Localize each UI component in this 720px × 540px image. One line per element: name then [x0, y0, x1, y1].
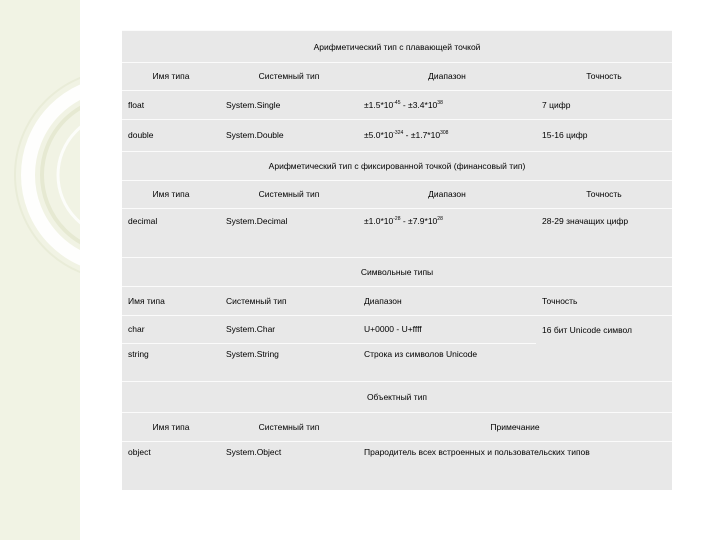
- header-precision: Точность: [536, 180, 672, 208]
- range-cell: $\pm 5.0*10^{-324} - \pm 1.7*10^{308}$: [358, 119, 536, 151]
- range-cell: Строка из символов Unicode: [358, 343, 536, 381]
- header-range: Диапазон: [358, 180, 536, 208]
- header-system-type: Системный тип: [220, 287, 358, 316]
- table-row: [122, 315, 672, 343]
- header-type-name: Имя типа: [122, 287, 220, 316]
- header-system-type: Системный тип: [220, 412, 358, 441]
- header-range: Диапазон: [358, 287, 536, 316]
- type-name-cell: float: [122, 90, 220, 119]
- system-type-cell: System.Single: [220, 90, 358, 119]
- range-cell: U+0000 - U+ffff: [358, 315, 536, 343]
- section-title-float: Арифметический тип с плавающей точкой: [122, 31, 672, 63]
- system-type-cell: System.Char: [220, 315, 358, 343]
- note-cell: Прародитель всех встроенных и пользовательских типов: [358, 441, 672, 490]
- precision-cell: 15-16 цифр: [536, 119, 672, 151]
- system-type-cell: System.Decimal: [220, 208, 358, 258]
- header-type-name: Имя типа: [122, 412, 220, 441]
- precision-cell: 28-29 значащих цифр: [536, 208, 672, 258]
- section-title-char: Символьные типы: [122, 258, 672, 287]
- type-name-cell: decimal: [122, 208, 220, 258]
- header-system-type: Системный тип: [220, 63, 358, 91]
- table-row: [122, 208, 672, 258]
- header-type-name: Имя типа: [122, 63, 220, 91]
- decorative-circles: [0, 0, 80, 540]
- header-precision: Точность: [536, 287, 672, 316]
- header-system-type: Системный тип: [220, 180, 358, 208]
- type-name-cell: char: [122, 315, 220, 343]
- types-table: [122, 30, 672, 490]
- header-range: Диапазон: [358, 63, 536, 91]
- range-cell: $\pm 1.5*10^{-45} - \pm 3.4*10^{38}$: [358, 90, 536, 119]
- header-precision: Точность: [536, 63, 672, 91]
- section-title-decimal: Арифметический тип с фиксированной точкой (финансовый тип): [122, 151, 672, 180]
- table-row: [122, 90, 672, 119]
- type-name-cell: double: [122, 119, 220, 151]
- precision-cell: 7 цифр: [536, 90, 672, 119]
- header-type-name: Имя типа: [122, 180, 220, 208]
- type-name-cell: string: [122, 343, 220, 381]
- table-row: [122, 441, 672, 490]
- system-type-cell: System.Double: [220, 119, 358, 151]
- header-note: Примечание: [358, 412, 672, 441]
- system-type-cell: System.Object: [220, 441, 358, 490]
- precision-cell: 16 бит Unicode символ: [536, 315, 672, 381]
- system-type-cell: System.String: [220, 343, 358, 381]
- decorative-sidebar: [0, 0, 80, 540]
- range-cell: $\pm 1.0*10^{-28} - \pm 7.9*10^{28}$: [358, 208, 536, 258]
- table-row: [122, 119, 672, 151]
- section-title-object: Объектный тип: [122, 382, 672, 413]
- types-table-container: [122, 30, 672, 490]
- type-name-cell: object: [122, 441, 220, 490]
